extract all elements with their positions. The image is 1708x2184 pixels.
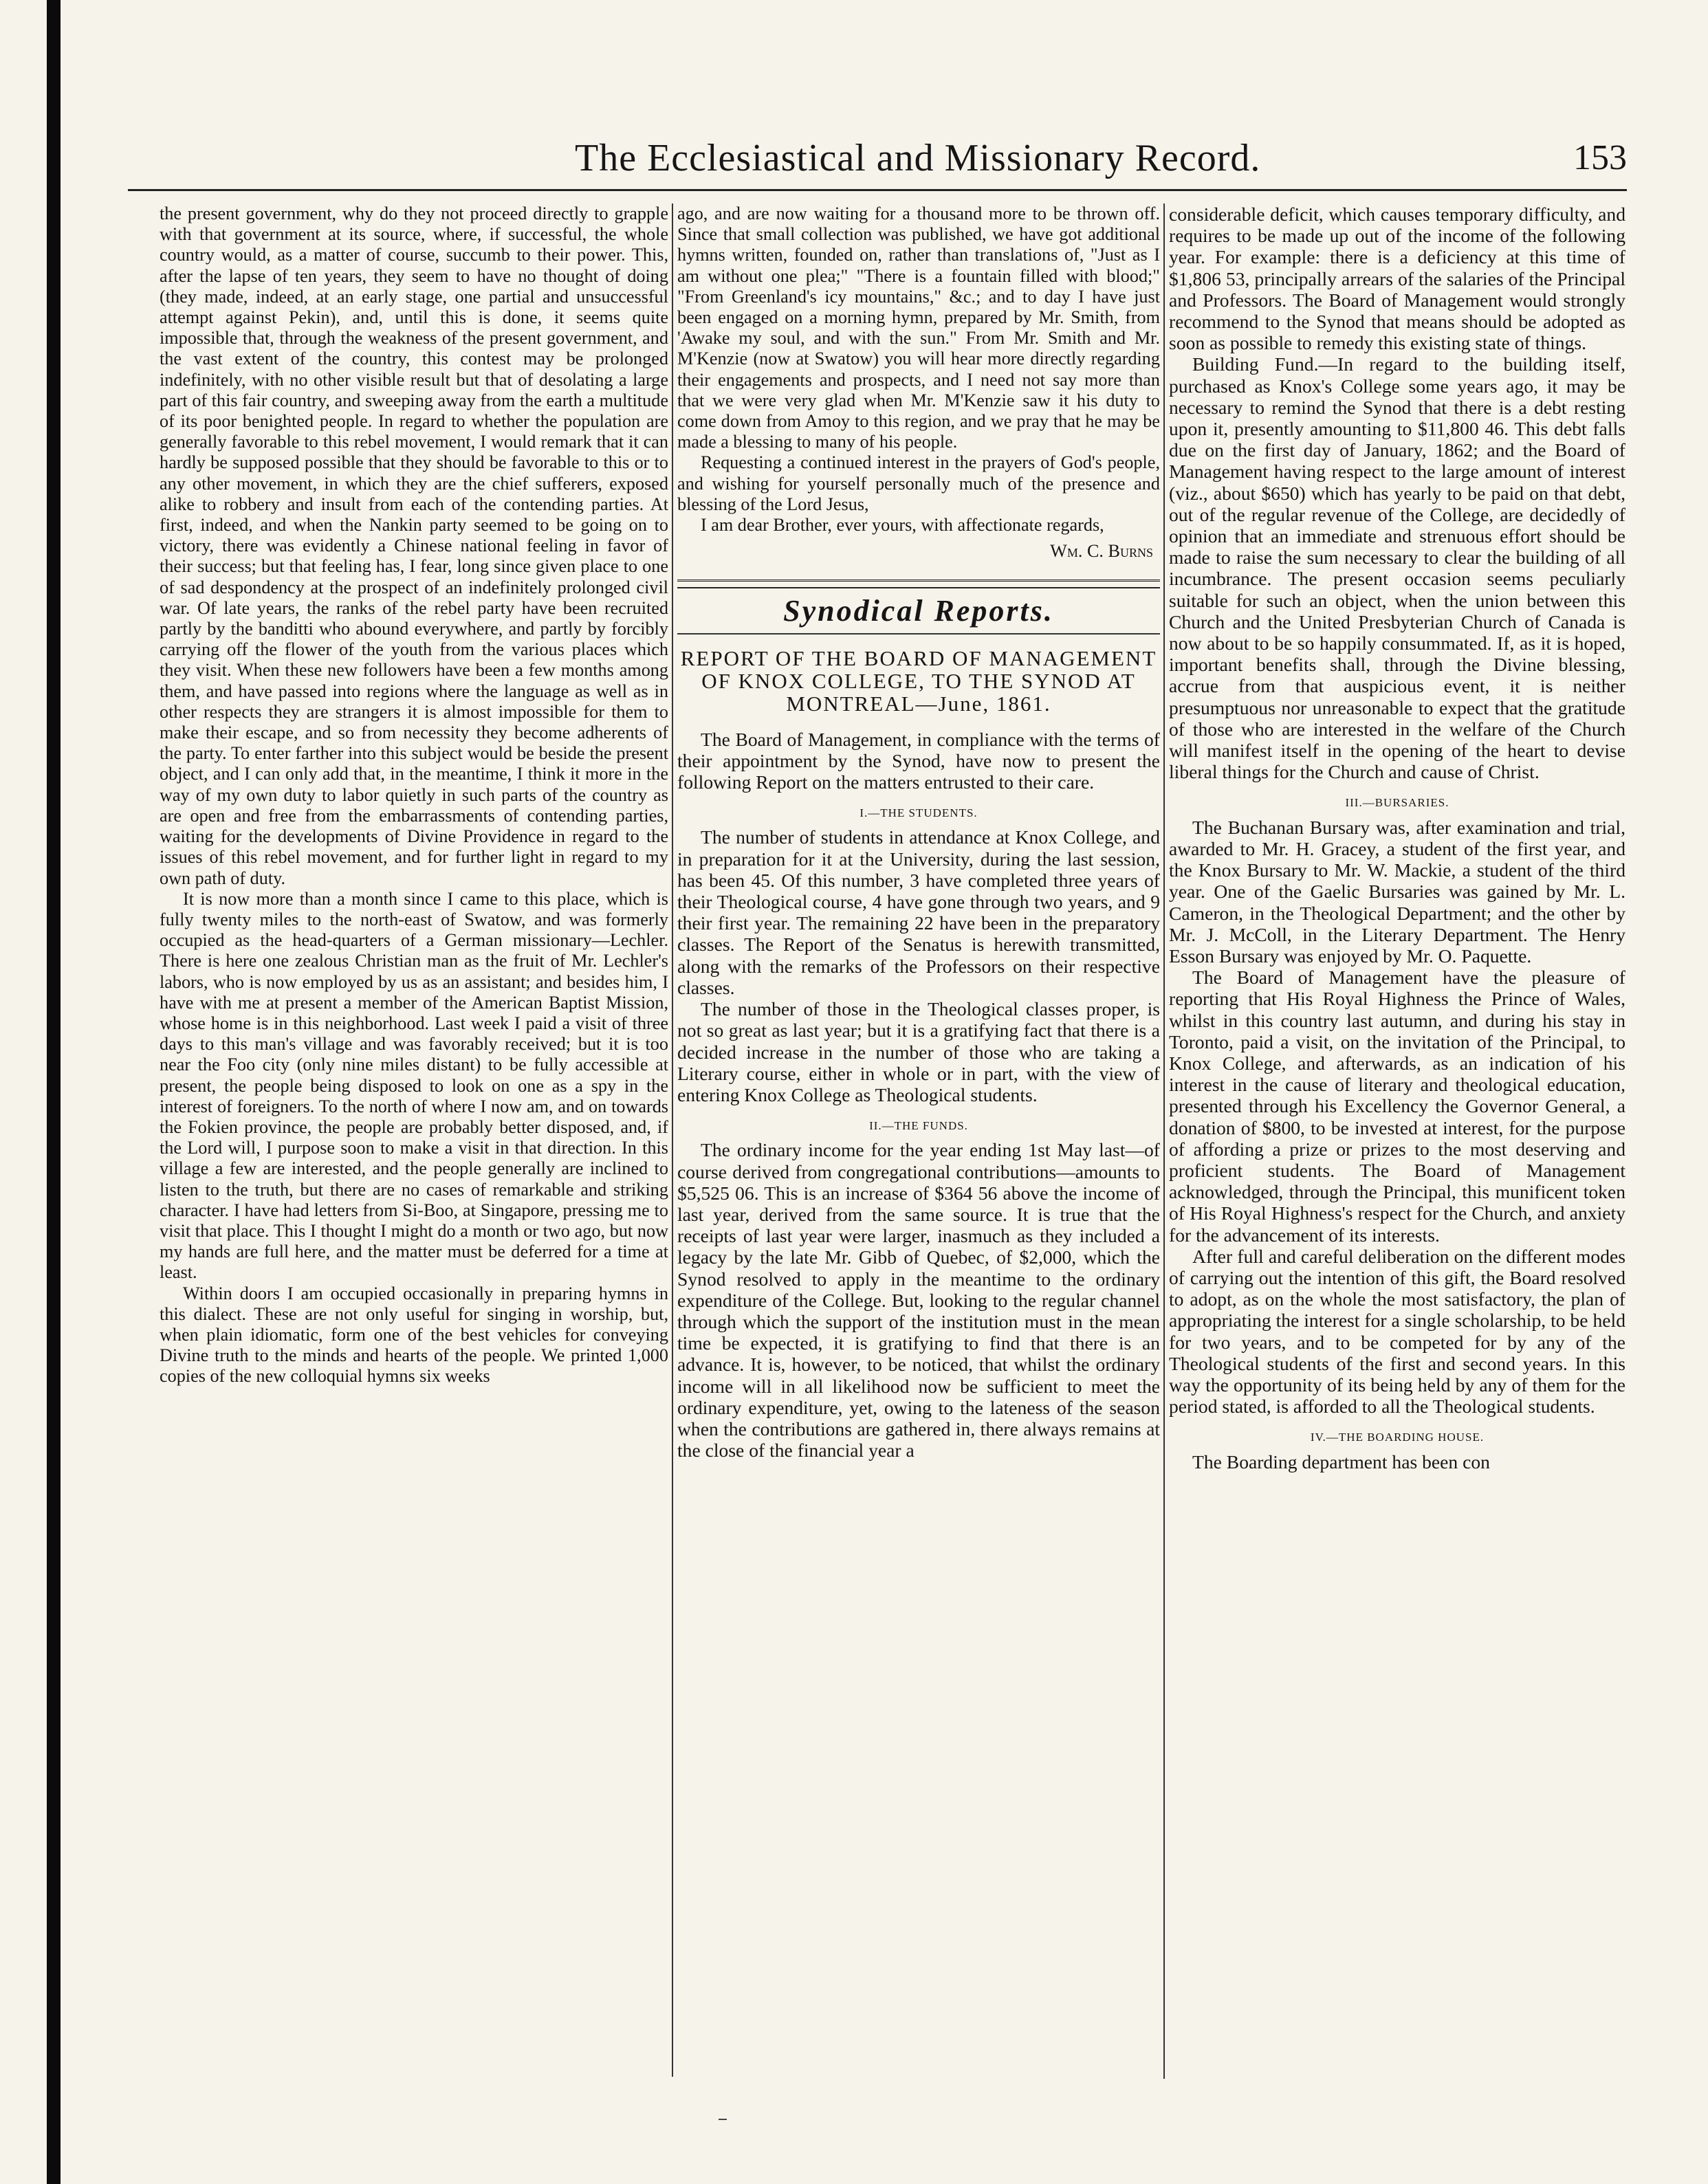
paragraph: considerable deficit, which causes temporary difficulty, and requires to be made up out of the income of the following year. For example: there is a deficiency at this time of $1,806 53, principally arrears of the salaries of the Principal and Professors. The Board of Management would strongly recommend to the Synod that means should be adopted as soon as possible to remedy this existing state of things. bbox=[1169, 203, 1625, 354]
paragraph: ago, and are now waiting for a thousand more to be thrown off. Since that small collection was published, we have got additional hymns written, founded on, rather than translations of, "Just as I am without one plea;" "There is a fountain filled with blood;" "From Greenland's icy mountains," &c.; and to day I have just been engaged on a morning hymn, prepared by Mr. Smith, from 'Awake my soul, and with the sun." From Mr. Smith and Mr. M'Kenzie (now at Swatow) you will hear more directly regarding their engagements and prospects, and I need not say more than that we were very glad when Mr. M'Kenzie saw it his duty to come down from Amoy to this region, and we pray that he may be made a blessing to many of his people. bbox=[677, 203, 1160, 452]
section-subheading: II.—THE FUNDS. bbox=[869, 1119, 968, 1133]
header-rule bbox=[128, 189, 1627, 191]
paragraph: The Board of Management, in compliance with the terms of their appointment by the Synod, have now to present the following Report on the matters entrusted to their care. bbox=[677, 728, 1160, 793]
paragraph: The number of students in attendance at Knox College, and in preparation for it at the University, during the last session, has been 45. Of this number, 3 have completed three years of their Theological course, 4 have gone through two years, and 9 their first year. The remaining 22 have been in the preparatory classes. The Report of the Senatus is herewith transmitted, along with the remarks of the Professors on their respective classes. bbox=[677, 826, 1160, 998]
paragraph: The ordinary income for the year ending 1st May last—of course derived from congregational contributions—amounts to $5,525 06. This is an increase of $364 56 above the income of last year, derived from the same source. It is true that the receipts of last year were larger, inasmuch as they included a legacy by the late Mr. Gibb of Quebec, of $2,000, which the Synod resolved to apply in the meantime to the ordinary expenditure of the College. But, looking to the regular channel through which the support of the institution must in the mean time be expected, it is gratifying to find that there is an advance. It is, however, to be noticed, that whilst the ordinary income will in all likelihood now be sufficient to meet the ordinary expenditure, yet, owing to the lateness of the season when the contributions are gathered in, there always remains at the close of the financial year a bbox=[677, 1139, 1160, 1461]
paragraph: The Board of Management have the pleasure of reporting that His Royal Highness the Prince of Wales, whilst in this country last autumn, and during his stay in Toronto, paid a visit, on the invitation of the Principal, to Knox College, and afterwards, as an indication of his interest in the cause of literary and theological education, presented through his Excellency the Governor General, a donation of $800, to be invested at interest, for the purpose of affording a prize or prizes to the most deserving and proficient students. The Board of Management acknowledged, through the Principal, this munificent token of His Royal Highness's respect for the Church, and anxiety for the advancement of its interests. bbox=[1169, 967, 1625, 1246]
page-header bbox=[128, 132, 1627, 194]
paragraph: Building Fund.—In regard to the building itself, purchased as Knox's College some years ago, it may be necessary to remind the Synod that there is a debt resting upon it, presently amounting to $11,800 46. This debt falls due on the first day of January, 1862; and the Board of Management having respect to the large amount of interest (viz., about $650) which has yearly to be paid on that debt, out of the regular revenue of the College, are decidedly of opinion that an immediate and strenuous effort should be made to raise the sum necessary to clear the building of all incumbrance. The present occasion seems peculiarly suitable for such an object, when the union between this Church and the United Presbyterian Church of Canada is now about to be so happily consummated. If, as it is hoped, important benefits shall, through the Divine blessing, accrue from that auspicious event, it is neither presumptuous nor unreasonable to expect that the gratitude of those who are interested in the welfare of the Church will manifest itself in the opening of the heart to devise liberal things for the Church and cause of Christ. bbox=[1169, 353, 1625, 783]
column-1 bbox=[160, 203, 668, 2080]
paragraph: The Buchanan Bursary was, after examination and trial, awarded to Mr. H. Gracey, a student of the first year, and the Knox Bursary to Mr. W. Mackie, a student of the third year. One of the Gaelic Bursaries was gained by Mr. L. Cameron, in the Theological Department; and the other by Mr. J. McColl, in the Literary Department. The Henry Esson Bursary was enjoyed by Mr. O. Paquette. bbox=[1169, 816, 1625, 967]
heading-rule bbox=[677, 633, 1160, 635]
paragraph: Within doors I am occupied occasionally in preparing hymns in this dialect. These are not only useful for singing in worship, but, when plain idiomatic, form one of the best vehicles for conveying Divine truth to the minds and hearts of the people. We printed 1,000 copies of the new colloquial hymns six weeks bbox=[160, 1283, 668, 1387]
paragraph: the present government, why do they not proceed directly to grapple with that government at its source, where, if successful, the whole country would, as a matter of course, succumb to their power. This, after the lapse of ten years, they seem to have no thought of doing (they made, indeed, at an early stage, one partial and unsuccessful attempt against Pekin), and, until this is done, it seems quite impossible that, through the weakness of the present government, and the vast extent of the country, this contest may be prolonged indefinitely, with no other visible result but that of desolating a large part of this fair country, and sweeping away from the earth a multitude of its poor benighted people. In regard to whether the population are generally favorable to this rebel movement, I would remark that it can hardly be supposed possible that they should be favorable to this or to any other movement, in which they are the chief sufferers, exposed alike to robbery and insult from each of the contending parties. At first, indeed, and when the Nankin party seemed to be going on to victory, there was evidently a Chinese national feeling in favor of their success; but that feeling has, I fear, long since given place to one of sad despondency at the prospect of an indefinitely prolonged civil war. Of late years, the ranks of the rebel party have been recruited partly by the banditti who abound everywhere, and partly by forcibly carrying off the flower of the youth from the various places which they visit. When these new followers have been a few months among them, and have passed into regions where the language as well as in other respects they are strangers it is almost impossible for them to make their escape, and so from necessity they become adherents of the party. To enter farther into this subject would be beside the present object, and I can only add that, in the meantime, I think it more in the way of my own duty to labor quietly in such parts of the country as are open and free from the embarrassments of contending parties, waiting for the developments of Divine Providence in regard to the issues of this rebel movement, and for further light in regard to my own path of duty. bbox=[160, 203, 668, 888]
section-subheading: III.—BURSARIES. bbox=[1345, 796, 1449, 810]
page-number: 153 bbox=[1573, 138, 1627, 177]
footer-mark bbox=[719, 2119, 727, 2120]
report-title: REPORT OF THE BOARD OF MANAGEMENT OF KNOX COLLEGE, TO THE SYNOD AT MONTREAL—June, 1861. bbox=[680, 646, 1157, 716]
paragraph: The number of those in the Theological classes proper, is not so great as last year; but it is a gratifying fact that there is a decided increase in the number of those who are taking a Literary course, either in whole or in part, with the view of entering Knox College as Theological students. bbox=[677, 998, 1160, 1105]
section-subheading: IV.—THE BOARDING HOUSE. bbox=[1310, 1431, 1485, 1444]
column-3 bbox=[1169, 203, 1625, 2080]
paragraph: It is now more than a month since I came to this place, which is fully twenty miles to the north-east of Swatow, and was formerly occupied as the head-quarters of a German missionary—Lechler. There is here one zealous Christian man as the fruit of Mr. Lechler's labors, who is now employed by us as an assistant; and besides him, I have with me at present a member of the American Baptist Mission, whose home is in this neighborhood. Last week I paid a visit of three days to this man's village and was favorably received; but it is too near the Foo city (only nine miles distant) to be fully accessible at present, the people being disposed to look on one as a spy in the interest of foreigners. To the north of where I now am, and on towards the Fokien province, the people are probably better disposed, and, if the Lord will, I purpose soon to make a visit in that direction. In this village a few are interested, and the people generally are inclined to listen to the truth, but there are no cases of remarkable and striking character. I have had letters from Si-Boo, at Singapore, pressing me to visit that place. This I thought I might do a month or two ago, but now my hands are full here, and the matter must be deferred for a time at least. bbox=[160, 888, 668, 1283]
paragraph: After full and careful deliberation on the different modes of carrying out the intention of this gift, the Board resolved to adopt, as on the whole the most satisfactory, the plan of appropriating the interest for a single scholarship, to be held for two years, and to be competed for by any of the Theological students of the first and second years. In this way the opportunity of its being held by any of them for the period stated, is afforded to all the Theological students. bbox=[1169, 1245, 1625, 1418]
binding-gutter bbox=[47, 0, 61, 2184]
section-subheading: I.—THE STUDENTS. bbox=[860, 806, 978, 820]
paragraph: I am dear Brother, ever yours, with affectionate regards, bbox=[701, 515, 1104, 536]
paragraph: The Boarding department has been con bbox=[1192, 1451, 1490, 1472]
signature: Wm. C. Burns bbox=[1050, 541, 1153, 562]
section-divider bbox=[677, 580, 1160, 588]
column-2 bbox=[677, 203, 1160, 2080]
column-divider bbox=[672, 203, 673, 2077]
section-heading: Synodical Reports. bbox=[783, 594, 1054, 628]
column-divider bbox=[1163, 203, 1165, 2079]
paragraph: Requesting a continued interest in the prayers of God's people, and wishing for yourself personally much of the presence and blessing of the Lord Jesus, bbox=[677, 452, 1160, 514]
running-title: The Ecclesiastical and Missionary Record. bbox=[575, 137, 1261, 179]
